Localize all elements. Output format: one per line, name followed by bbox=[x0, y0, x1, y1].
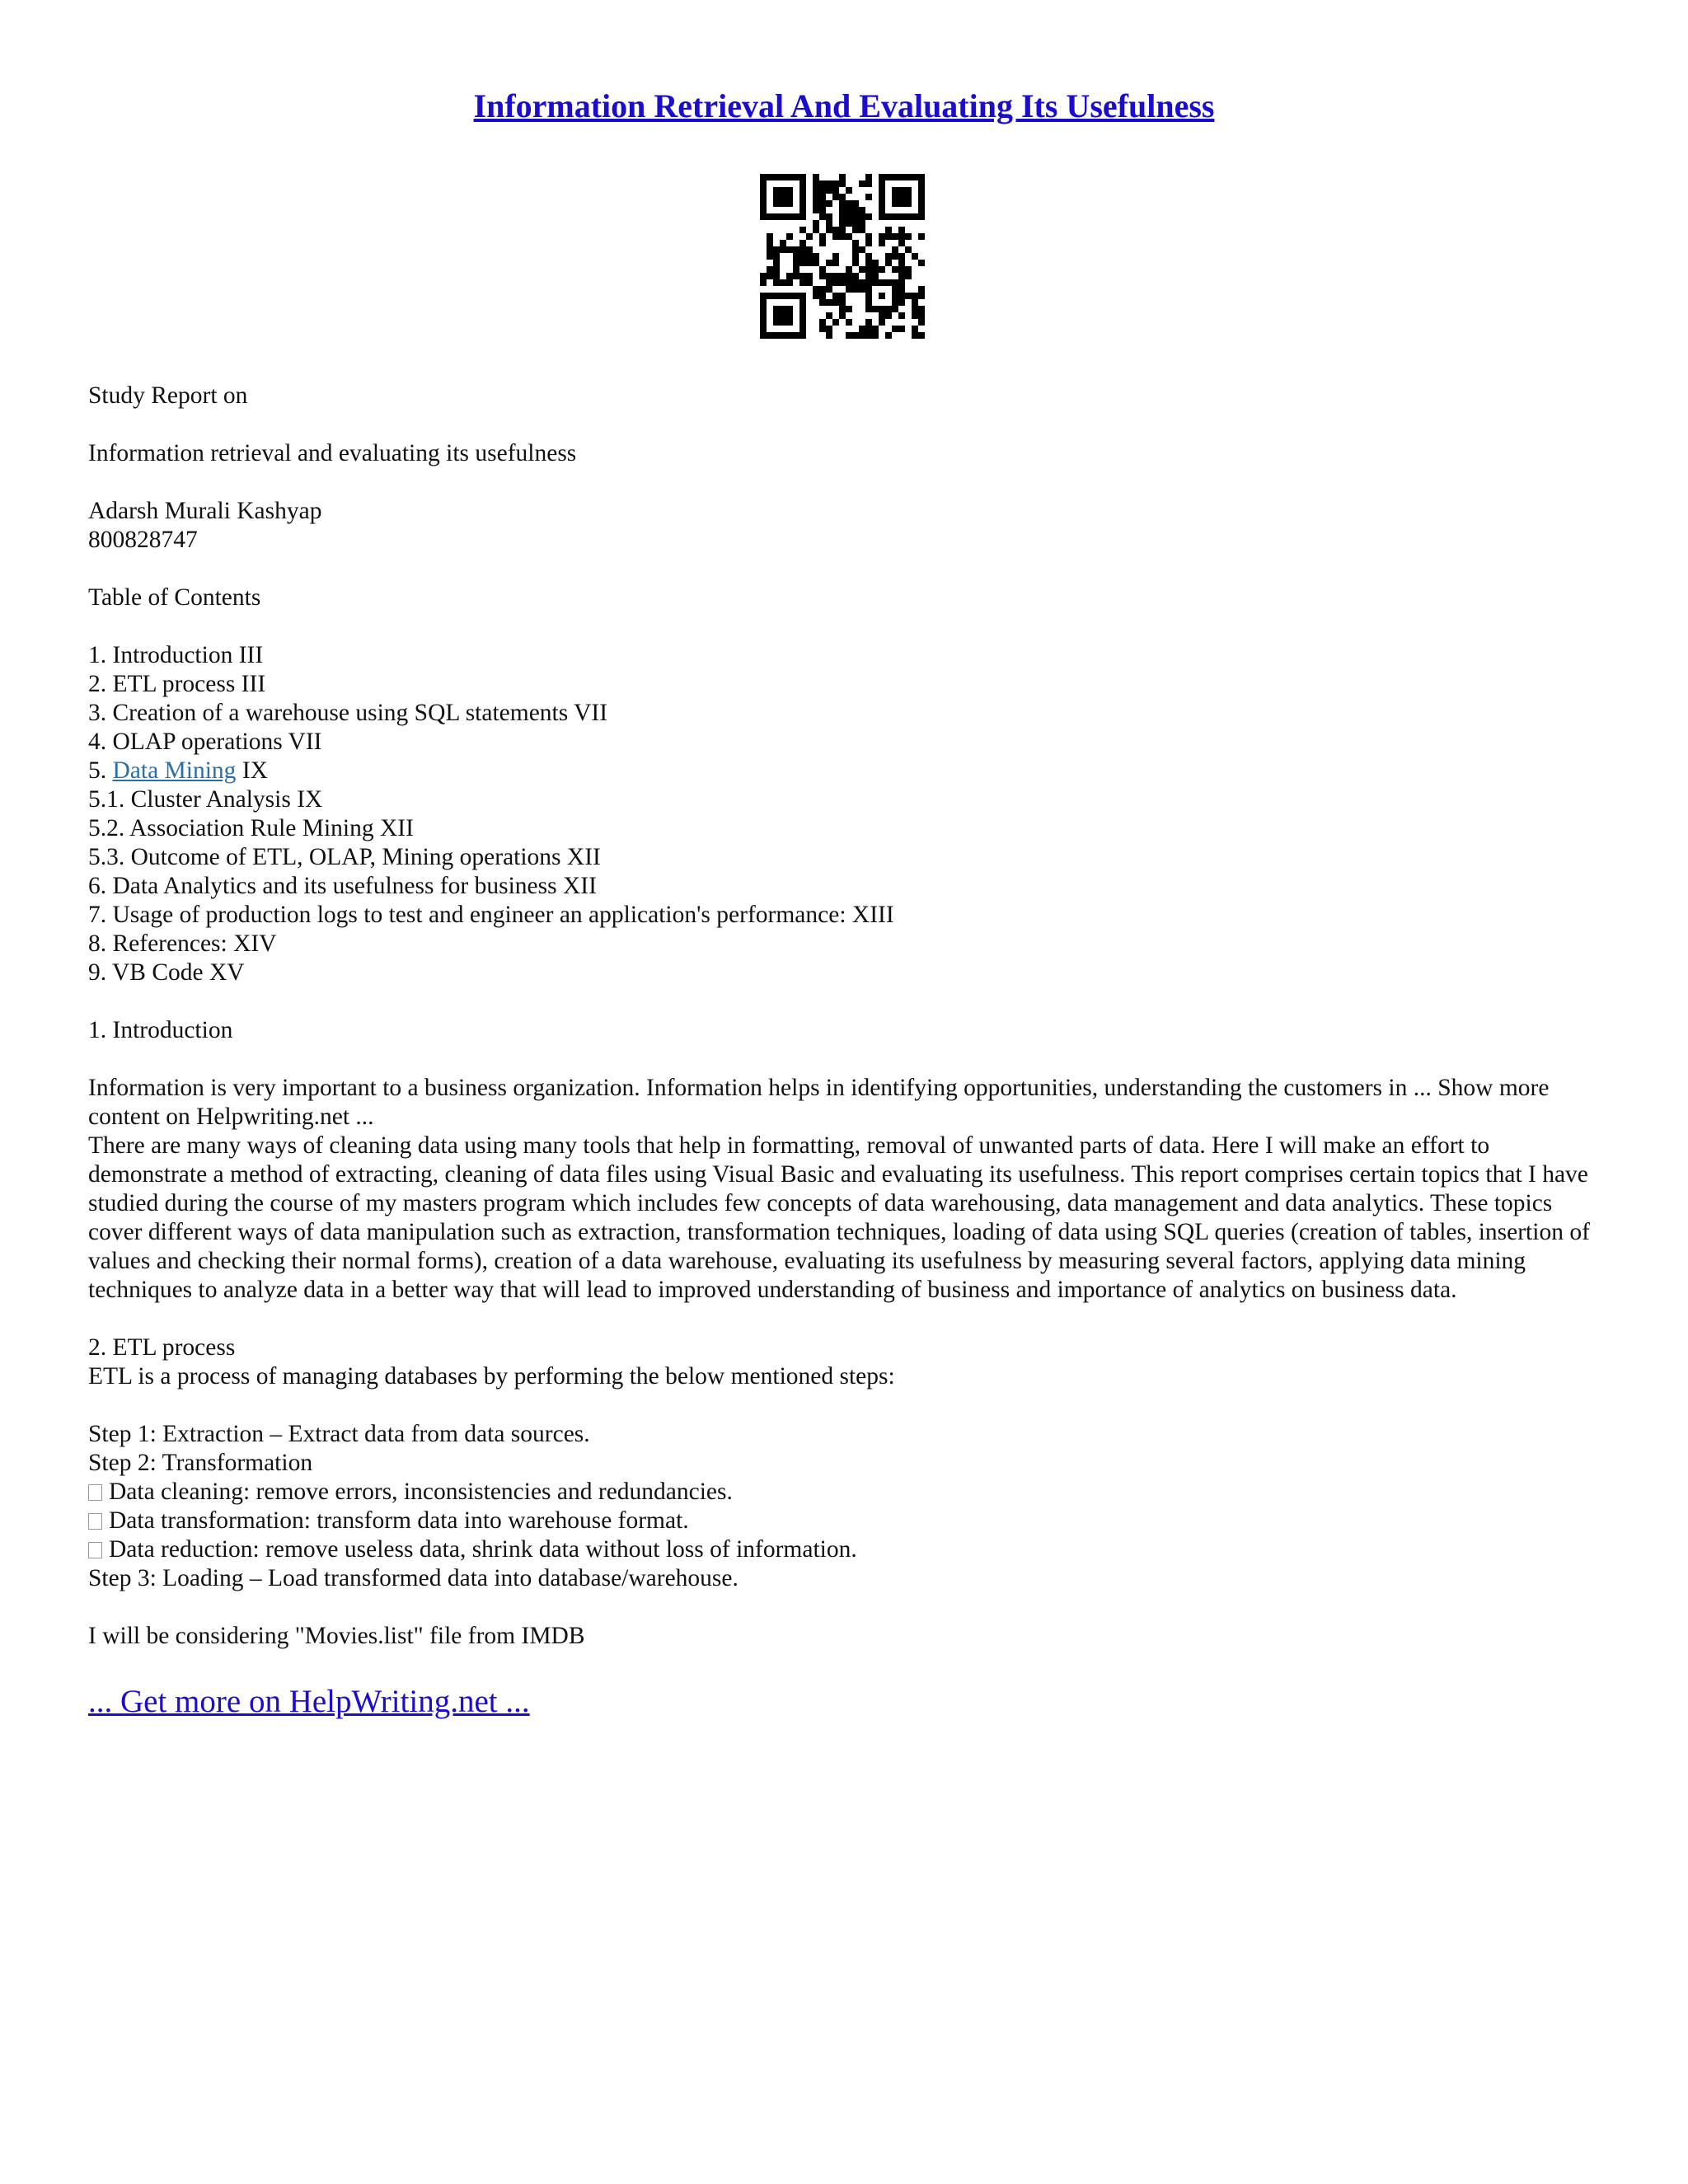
bullet-text: Data cleaning: remove errors, inconsistencies and redundancies. bbox=[109, 1479, 733, 1505]
bullet-item bbox=[88, 1478, 1605, 1507]
toc-item bbox=[88, 757, 1605, 785]
toc-item: 5.1. Cluster Analysis IX bbox=[88, 786, 323, 813]
bullet-item bbox=[88, 1535, 1605, 1564]
qr-code-icon bbox=[760, 174, 925, 339]
bullet-box-icon bbox=[88, 1484, 102, 1501]
toc-item: 4. OLAP operations VII bbox=[88, 729, 322, 755]
document-title bbox=[0, 85, 1688, 128]
study-report-label: Study Report on bbox=[88, 382, 248, 409]
intro-heading: 1. Introduction bbox=[88, 1017, 233, 1043]
etl-intro: ETL is a process of managing databases by performing the below mentioned steps: bbox=[88, 1363, 895, 1390]
get-more-link[interactable]: ... Get more on HelpWriting.net ... bbox=[88, 1684, 530, 1719]
toc-item: 6. Data Analytics and its usefulness for business XII bbox=[88, 873, 597, 899]
toc-item-suffix: IX bbox=[236, 757, 268, 784]
toc-item: 5.2. Association Rule Mining XII bbox=[88, 815, 414, 841]
toc-item: 9. VB Code XV bbox=[88, 959, 245, 986]
toc-item-prefix: 5. bbox=[88, 757, 113, 784]
bullet-text: Data reduction: remove useless data, shrink data without loss of information. bbox=[109, 1536, 857, 1563]
etl-step-2: Step 2: Transformation bbox=[88, 1450, 313, 1476]
bullet-item bbox=[88, 1507, 1605, 1535]
title-link[interactable]: Information Retrieval And Evaluating Its Usefulness bbox=[473, 87, 1215, 124]
toc-heading: Table of Contents bbox=[88, 584, 261, 611]
document-body bbox=[88, 382, 1605, 1651]
bullet-box-icon bbox=[88, 1542, 102, 1558]
toc-item: 7. Usage of production logs to test and engineer an application's performance: XIII bbox=[88, 902, 894, 928]
intro-paragraph-2: There are many ways of cleaning data using many tools that help in formatting, removal of unwanted parts of data. Here I will make an effort to demonstrate a method of extracting, cleaning of data files using Visual Basic and evaluating its usefulness. This report comprises certain topics that I have studied during the course of my masters program which includes few concepts of data warehousing, data management and data analytics. These topics cover different ways of data manipulation such as extraction, transformation techniques, loading of data using SQL queries (creation of tables, insertion of values and checking their normal forms), creation of a data warehouse, evaluating its usefulness by measuring several factors, applying data mining techniques to analyze data in a better way that will lead to improved understanding of business and importance of analytics on business data. bbox=[88, 1132, 1590, 1303]
etl-step-3: Step 3: Loading – Load transformed data into database/warehouse. bbox=[88, 1565, 738, 1591]
bullet-box-icon bbox=[88, 1513, 102, 1530]
closing-sentence: I will be considering "Movies.list" file from IMDB bbox=[88, 1623, 585, 1649]
table-of-contents bbox=[88, 641, 1605, 987]
author-name: Adarsh Murali Kashyap bbox=[88, 498, 322, 524]
bullet-text: Data transformation: transform data into warehouse format. bbox=[109, 1507, 689, 1534]
toc-item: 5.3. Outcome of ETL, OLAP, Mining operations XII bbox=[88, 844, 601, 870]
report-subtitle: Information retrieval and evaluating its usefulness bbox=[88, 440, 577, 466]
toc-item: 8. References: XIV bbox=[88, 930, 277, 957]
toc-item: 1. Introduction III bbox=[88, 642, 264, 668]
etl-step-1: Step 1: Extraction – Extract data from data sources. bbox=[88, 1421, 590, 1447]
toc-item: 3. Creation of a warehouse using SQL statements VII bbox=[88, 700, 608, 726]
intro-paragraph-1: Information is very important to a business organization. Information helps in identifying opportunities, understanding the customers in ... Show more content on Helpwriting.net ... bbox=[88, 1075, 1550, 1130]
author-id: 800828747 bbox=[88, 527, 198, 553]
toc-item: 2. ETL process III bbox=[88, 671, 266, 697]
data-mining-link[interactable]: Data Mining bbox=[112, 757, 237, 784]
etl-heading: 2. ETL process bbox=[88, 1334, 236, 1361]
